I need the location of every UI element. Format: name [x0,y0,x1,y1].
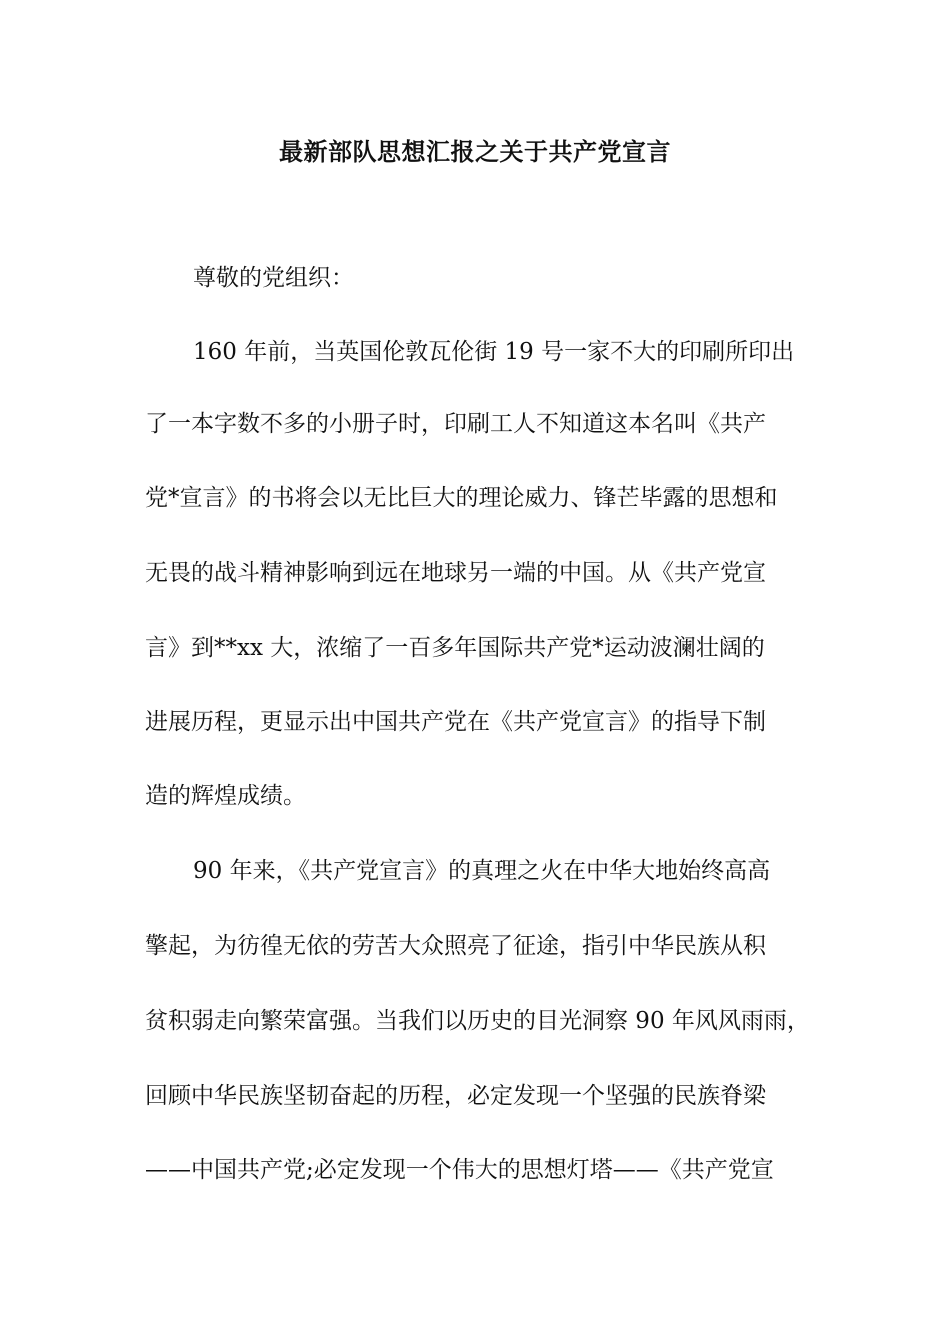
paragraph-1-line: 言》到**xx 大，浓缩了一百多年国际共产党*运动波澜壮阔的 [145,635,765,661]
paragraph-1-line: 无畏的战斗精神影响到远在地球另一端的中国。从《共产党宣 [145,560,766,586]
paragraph-2-line: 90 年来，《共产党宣言》的真理之火在中华大地始终高高 [193,858,771,884]
paragraph-2-line: 贫积弱走向繁荣富强。当我们以历史的目光洞察 90 年风风雨雨， [145,1008,810,1034]
document-title: 最新部队思想汇报之关于共产党宣言 [279,138,671,166]
salutation: 尊敬的党组织： [193,265,354,291]
paragraph-2-line: ——中国共产党;必定发现一个伟大的思想灯塔——《共产党宣 [145,1157,774,1183]
paragraph-1-line: 160 年前，当英国伦敦瓦伦街 19 号一家不大的印刷所印出 [193,339,795,365]
paragraph-2-line: 回顾中华民族坚韧奋起的历程，必定发现一个坚强的民族脊梁 [145,1083,766,1109]
paragraph-2-line: 擎起，为彷徨无依的劳苦大众照亮了征途，指引中华民族从积 [145,933,766,959]
paragraph-1-line: 造的辉煌成绩。 [145,783,306,809]
paragraph-1-line: 党*宣言》的书将会以无比巨大的理论威力、锋芒毕露的思想和 [145,485,778,511]
paragraph-1-line: 进展历程，更显示出中国共产党在《共产党宣言》的指导下制 [145,709,766,735]
paragraph-1-line: 了一本字数不多的小册子时，印刷工人不知道这本名叫《共产 [145,411,766,437]
